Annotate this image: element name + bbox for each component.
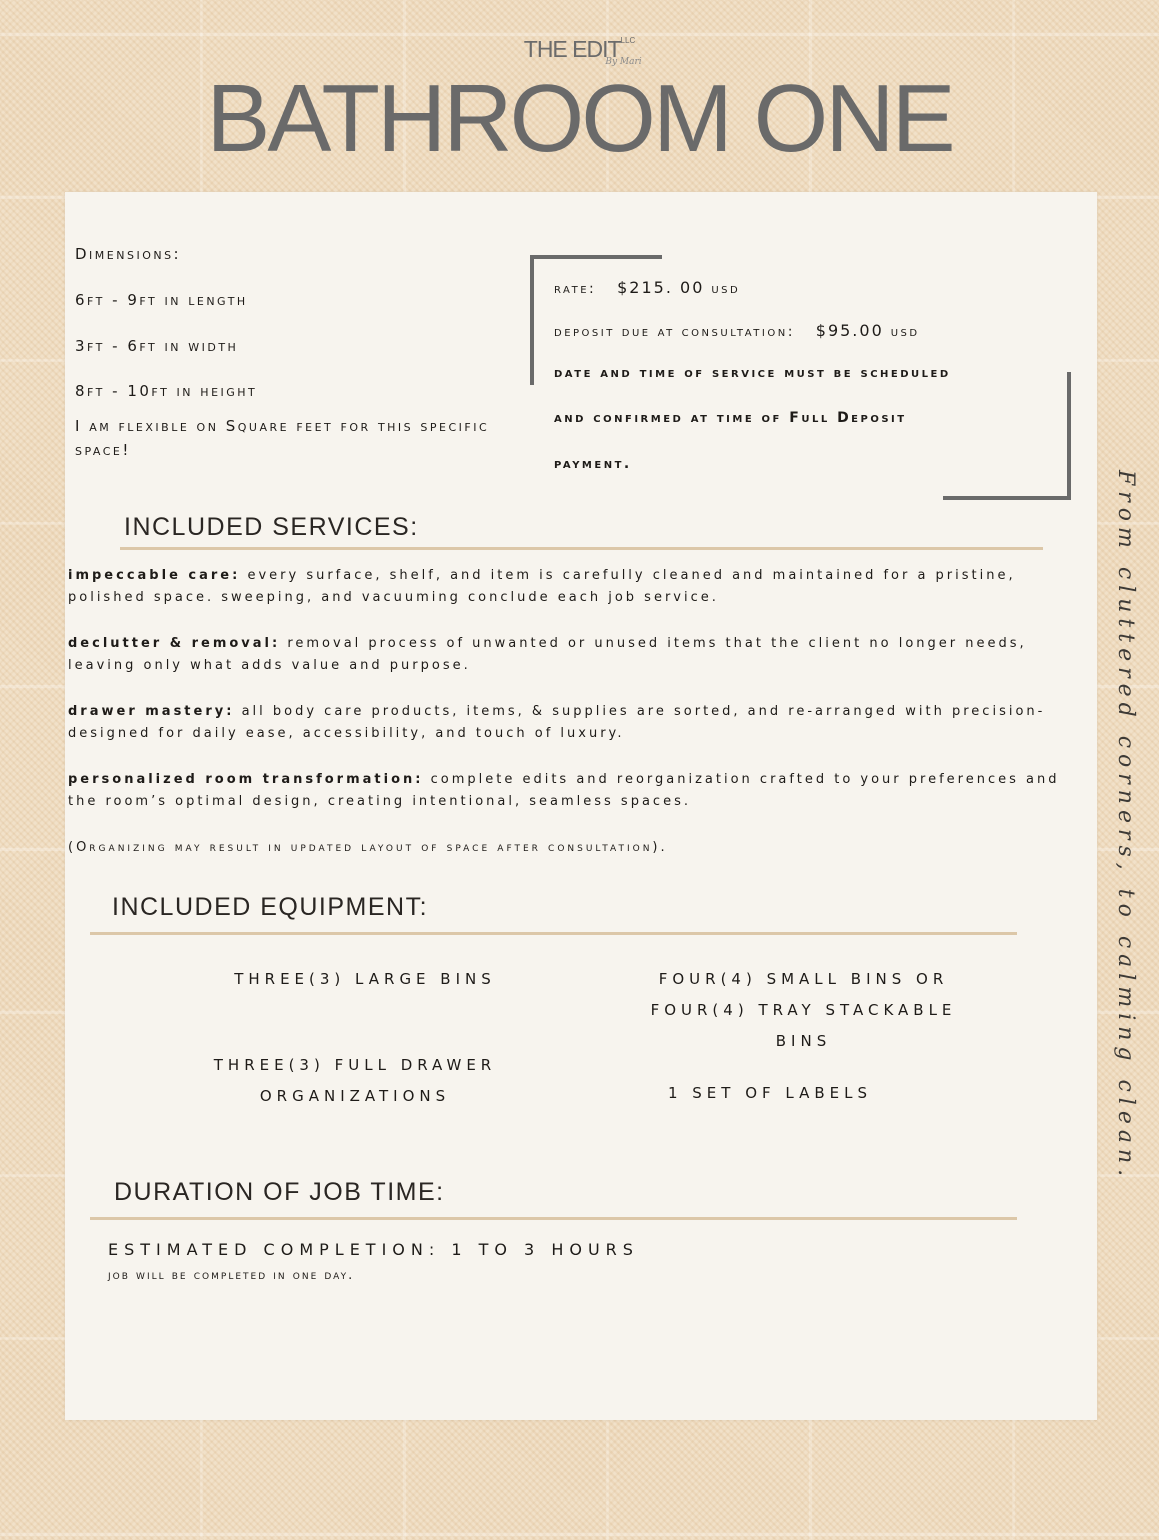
equipment-item: THREE(3) FULL DRAWER ORGANIZATIONS — [213, 1056, 497, 1105]
schedule-note-3: payment. — [554, 456, 632, 472]
tagline-vertical: From cluttered corners, to calming clean. — [1113, 470, 1138, 1183]
page-title: BATHROOM ONE — [206, 65, 953, 172]
equipment-item: FOUR(4) SMALL BINS OR FOUR(4) TRAY STACKABLE BINS — [650, 970, 957, 1050]
service-item: impeccable care: every surface, shelf, and item is carefully cleaned and maintained for a pristine, polished space. sweeping, and vacuuming conclude each job service. — [68, 568, 1016, 605]
service-item: personalized room transformation: complete edits and reorganization crafted to your preferences and the room’s optimal design, creating intentional, seamless spaces. — [68, 772, 1060, 809]
brand-logo: THE $EDIT^{LLC}$ — [523, 36, 636, 62]
services-heading: INCLUDED SERVICES: — [124, 513, 419, 541]
bracket-bottom-right — [943, 372, 1071, 500]
schedule-note-2: and confirmed at time of Full Deposit — [554, 410, 907, 426]
brand-logo-script: By Mari — [605, 57, 642, 67]
equipment-item: THREE(3) LARGE BINS — [234, 970, 496, 988]
dimension-note: I am flexible on Square feet for this specific space! — [75, 417, 490, 459]
equipment-item: 1 SET OF LABELS — [667, 1084, 873, 1102]
dimensions-heading: Dimensions: — [75, 245, 182, 263]
completion-detail: job will be completed in one day. — [108, 1268, 355, 1283]
duration-heading: DURATION OF JOB TIME: — [114, 1178, 445, 1206]
rate-line: rate: $215. 00 usd — [554, 278, 741, 297]
equipment-divider — [90, 932, 1017, 935]
service-item: drawer mastery: all body care products, items, & supplies are sorted, and re-arranged with precision- designed for daily ease, accessibility, and touch of luxury. — [68, 704, 1046, 741]
dimension-length: 6ft - 9ft in length — [75, 291, 248, 309]
services-footnote: (Organizing may result in updated layout of space after consultation). — [68, 840, 668, 855]
service-item: declutter & removal: removal process of unwanted or unused items that the client no longer needs, leaving only what adds value and purpose. — [68, 636, 1027, 673]
schedule-note-1: date and time of service must be scheduled — [554, 365, 951, 381]
estimated-completion: ESTIMATED COMPLETION: 1 TO 3 HOURS — [108, 1240, 639, 1259]
duration-divider — [90, 1217, 1017, 1220]
services-divider — [120, 547, 1043, 550]
deposit-line: deposit due at consultation: $95.00 usd — [554, 321, 920, 340]
equipment-heading: INCLUDED EQUIPMENT: — [112, 893, 429, 921]
dimension-height: 8ft - 10ft in height — [75, 382, 258, 400]
dimension-width: 3ft - 6ft in width — [75, 337, 239, 355]
